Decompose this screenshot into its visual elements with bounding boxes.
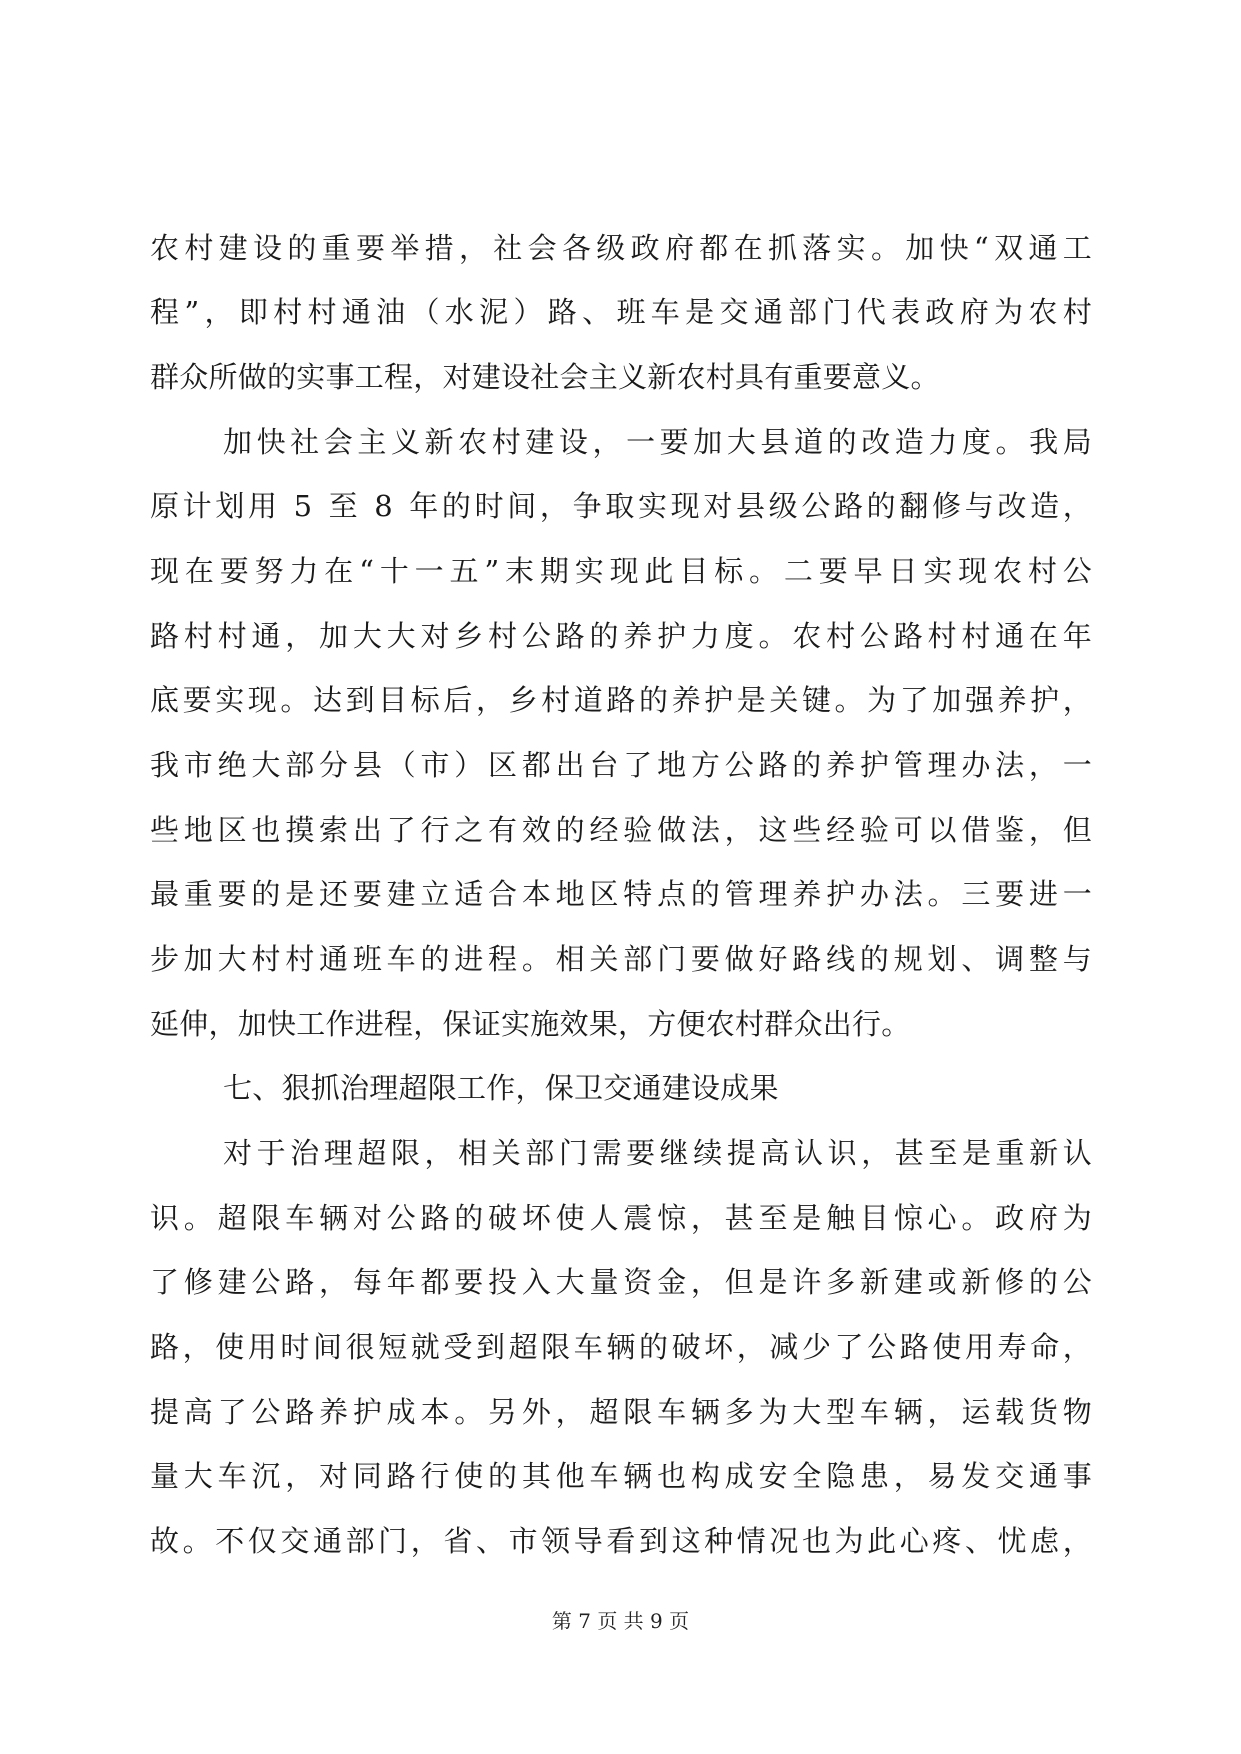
body-line bbox=[0, 290, 1241, 334]
page-footer bbox=[0, 1606, 1241, 1636]
body-line bbox=[0, 226, 1241, 270]
line-text: 现在要努力在“十一五”末期实现此目标。二要早日实现农村公 bbox=[150, 554, 1098, 588]
line-text: 步加大村村通班车的进程。相关部门要做好路线的规划、调整与 bbox=[150, 942, 1097, 976]
body-line bbox=[0, 743, 1241, 787]
section-heading bbox=[0, 1066, 1241, 1110]
body-line bbox=[0, 678, 1241, 722]
body-line bbox=[0, 355, 1241, 399]
body-line bbox=[0, 1325, 1241, 1369]
body-line bbox=[0, 484, 1241, 528]
body-line bbox=[0, 808, 1241, 852]
body-line bbox=[0, 1260, 1241, 1304]
body-line bbox=[0, 1454, 1241, 1498]
body-line bbox=[0, 614, 1241, 658]
body-line bbox=[0, 549, 1241, 593]
line-text: 提高了公路养护成本。另外，超限车辆多为大型车辆，运载货物 bbox=[150, 1395, 1097, 1429]
body-line bbox=[0, 1519, 1241, 1563]
line-text: 程”，即村村通油（水泥）路、班车是交通部门代表政府为农村 bbox=[150, 295, 1098, 329]
line-text: 延伸，加快工作进程，保证实施效果，方便农村群众出行。 bbox=[150, 1007, 911, 1041]
body-line bbox=[0, 1002, 1241, 1046]
body-line bbox=[0, 1390, 1241, 1434]
line-text: 路，使用时间很短就受到超限车辆的破坏，减少了公路使用寿命， bbox=[150, 1330, 1096, 1364]
line-text: 识。超限车辆对公路的破坏使人震惊，甚至是触目惊心。政府为 bbox=[150, 1201, 1097, 1235]
line-text: 对于治理超限，相关部门需要继续提高认识，甚至是重新认 bbox=[223, 1136, 1097, 1170]
line-text: 群众所做的实事工程，对建设社会主义新农村具有重要意义。 bbox=[150, 360, 940, 394]
line-text: 我市绝大部分县（市）区都出台了地方公路的养护管理办法，一 bbox=[150, 748, 1097, 782]
body-line bbox=[0, 1131, 1241, 1175]
line-text: 农村建设的重要举措，社会各级政府都在抓落实。加快“双通工 bbox=[150, 231, 1098, 265]
body-line bbox=[0, 1196, 1241, 1240]
line-text: 加快社会主义新农村建设，一要加大县道的改造力度。我局 bbox=[223, 425, 1097, 459]
body-line bbox=[0, 937, 1241, 981]
body-line bbox=[0, 420, 1241, 464]
line-text: 些地区也摸索出了行之有效的经验做法，这些经验可以借鉴，但 bbox=[150, 813, 1097, 847]
line-text: 最重要的是还要建立适合本地区特点的管理养护办法。三要进一 bbox=[150, 877, 1097, 911]
heading-text: 七、狠抓治理超限工作，保卫交通建设成果 bbox=[223, 1071, 779, 1105]
line-text: 底要实现。达到目标后，乡村道路的养护是关键。为了加强养护， bbox=[150, 683, 1096, 717]
line-text: 故。不仅交通部门，省、市领导看到这种情况也为此心疼、忧虑， bbox=[150, 1524, 1096, 1558]
line-text: 了修建公路，每年都要投入大量资金，但是许多新建或新修的公 bbox=[150, 1265, 1097, 1299]
line-text: 量大车沉，对同路行使的其他车辆也构成安全隐患，易发交通事 bbox=[150, 1459, 1097, 1493]
line-text: 原计划用 5 至 8 年的时间，争取实现对县级公路的翻修与改造， bbox=[150, 489, 1096, 523]
line-text: 路村村通，加大大对乡村公路的养护力度。农村公路村村通在年 bbox=[150, 619, 1097, 653]
page-number: 第 7 页 共 9 页 bbox=[551, 1609, 690, 1633]
body-line bbox=[0, 872, 1241, 916]
